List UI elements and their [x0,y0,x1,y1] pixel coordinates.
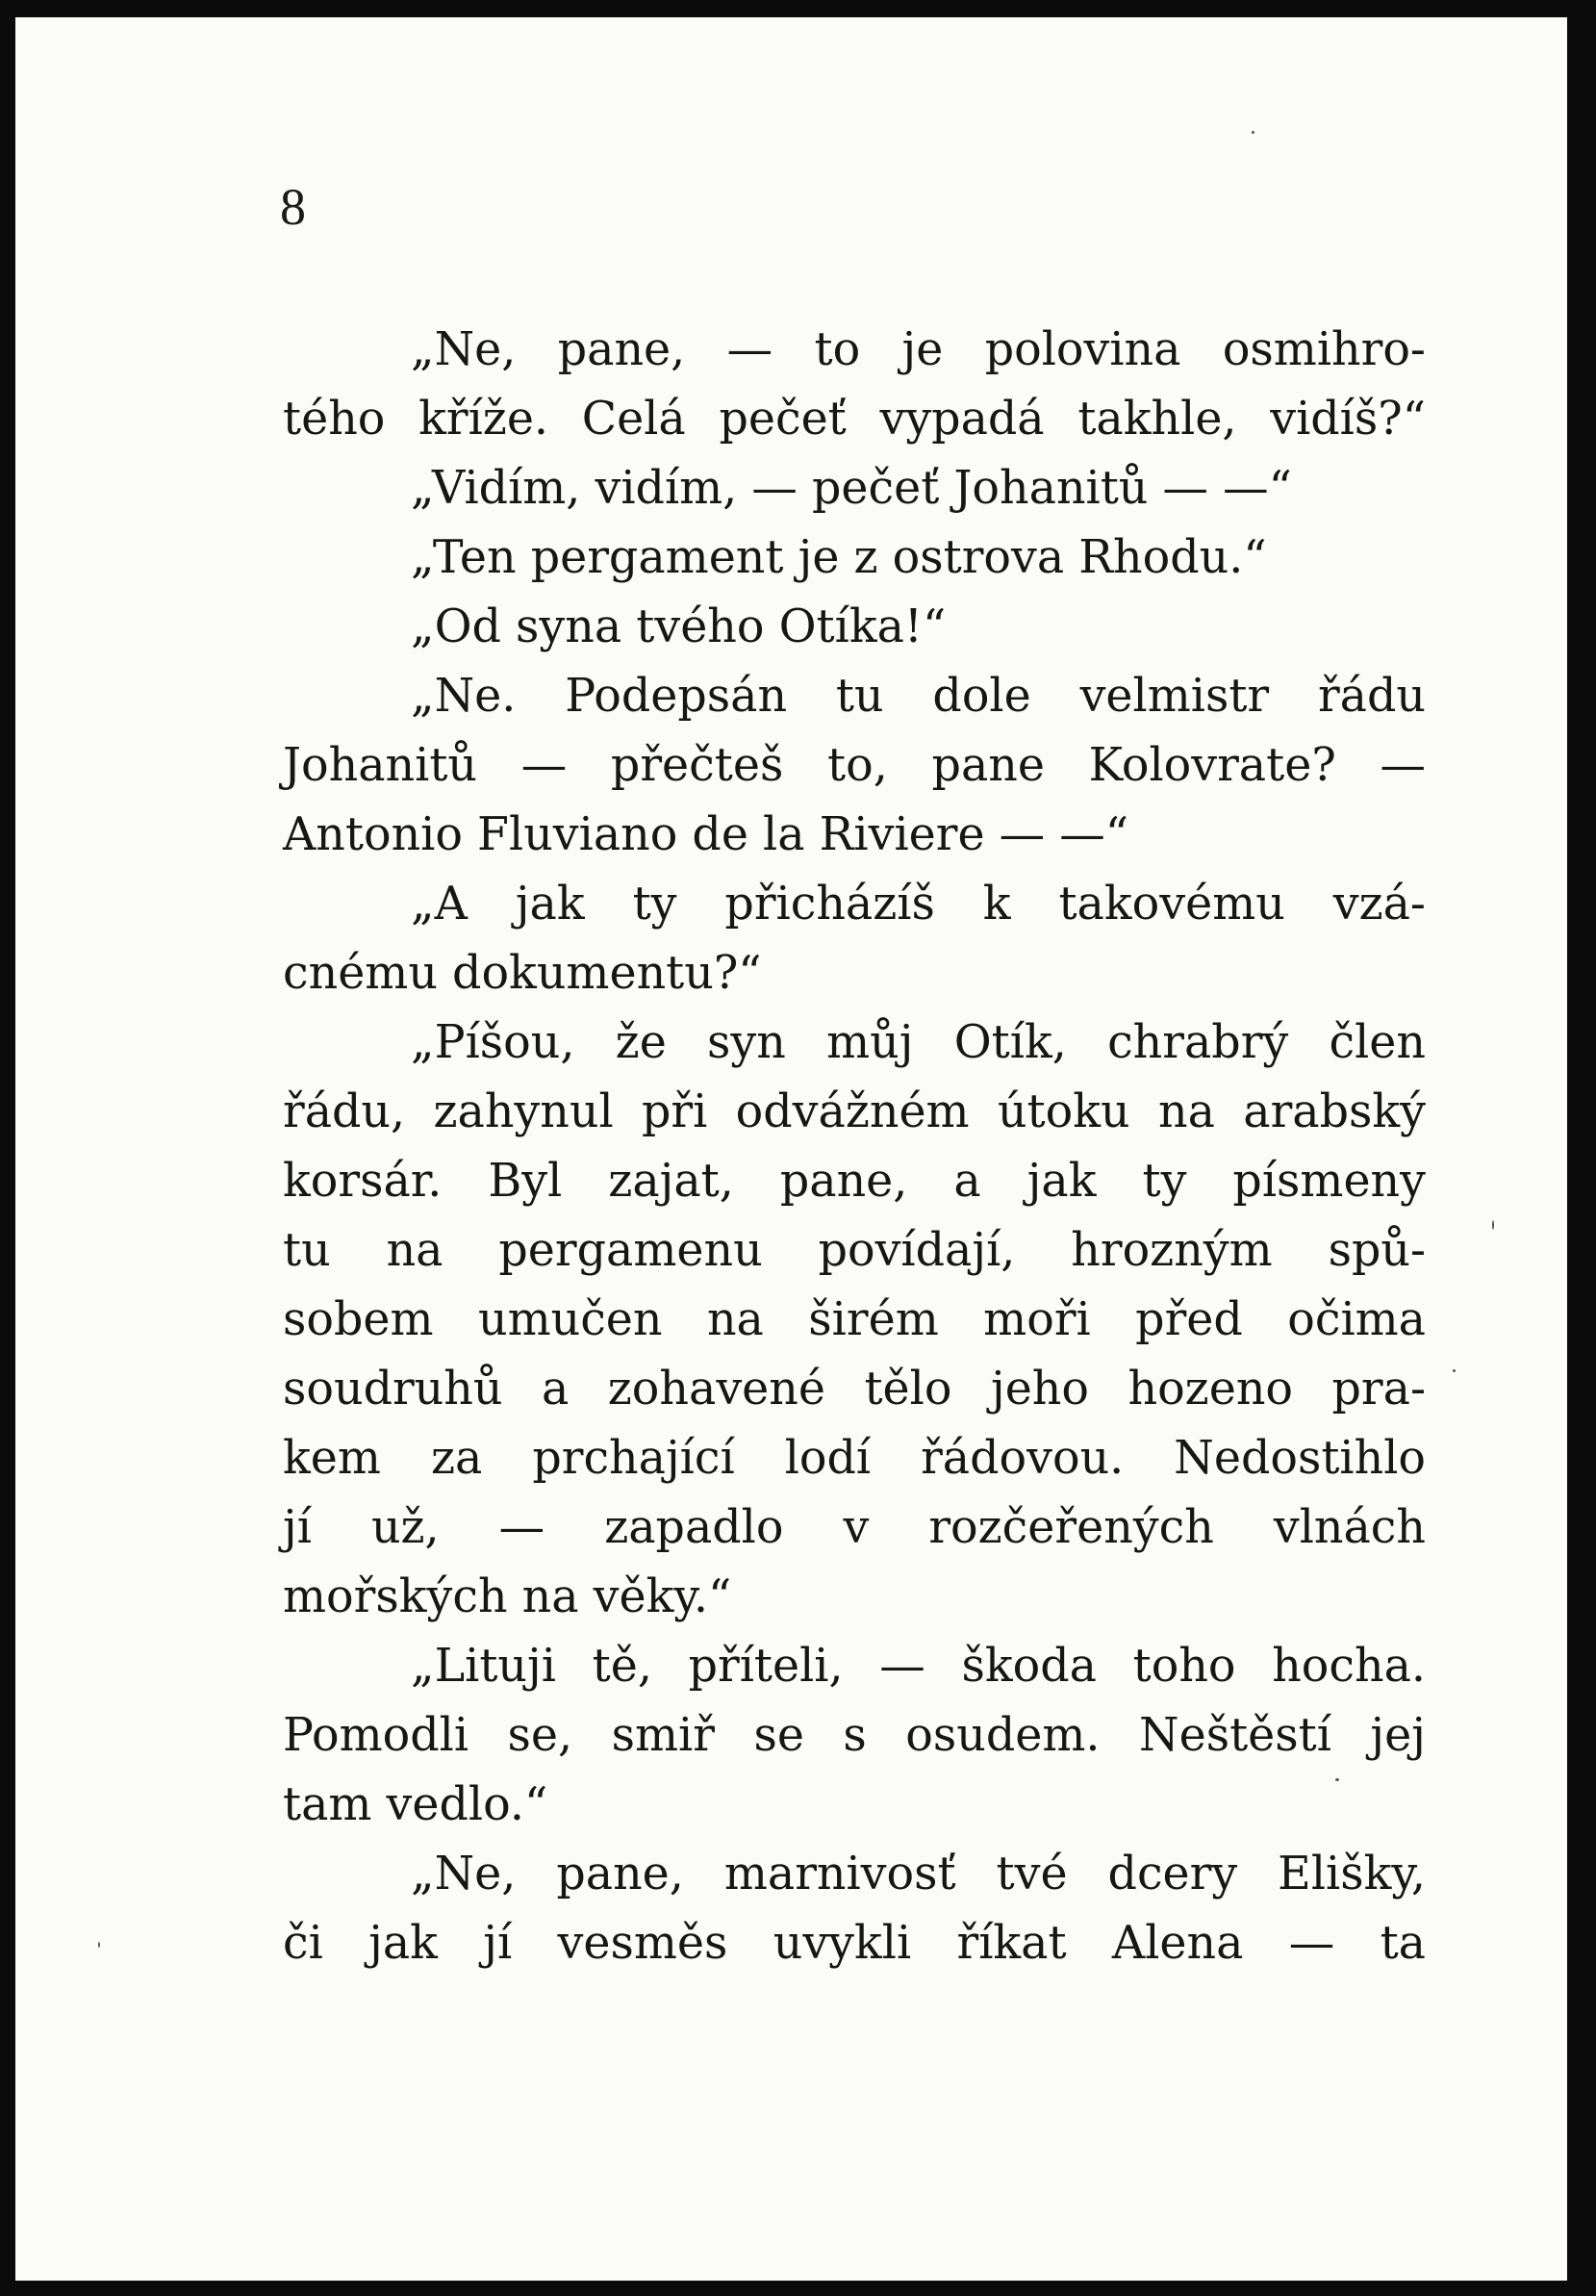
text-line: „A jak ty přicházíš k takovému vzá- [411,878,1426,931]
text-line: řádu, zahynul při odvážném útoku na arabský [283,1085,1426,1138]
text-line: „Od syna tvého Otíka!“ [411,600,947,653]
speck [1453,1369,1456,1372]
text-line: „Ne, pane, marnivosť tvé dcery Elišky, [411,1848,1426,1901]
speck [98,1942,100,1948]
text-line: soudruhů a zohavené tělo jeho hozeno pra- [283,1363,1426,1416]
text-line: cnému dokumentu?“ [283,947,762,1000]
text-line: či jak jí vesměs uvykli říkat Alena — ta [283,1917,1426,1970]
text-line: jí už, — zapadlo v rozčeřených vlnách [283,1501,1426,1554]
body-text [283,316,1426,1978]
book-page [15,17,1567,2281]
speck [1492,1220,1494,1230]
text-line: tam vedlo.“ [283,1778,548,1831]
text-line: kem za prchající lodí řádovou. Nedostihlo [283,1432,1426,1485]
text-line: „Ne, pane, — to je polovina osmihro- [411,323,1426,376]
speck [1252,131,1254,134]
text-line: „Píšou, že syn můj Otík, chrabrý člen [411,1016,1426,1069]
text-line: sobem umučen na širém moři před očima [283,1293,1426,1346]
text-line: Antonio Fluviano de la Riviere — —“ [283,808,1129,861]
text-line: mořských na věky.“ [283,1570,732,1623]
text-line: „Ne. Podepsán tu dole velmistr řádu [411,670,1426,723]
text-line: tu na pergamenu povídají, hrozným spů- [283,1224,1426,1277]
speck [1335,1778,1339,1781]
text-line: korsár. Byl zajat, pane, a jak ty písmeny [283,1155,1426,1208]
text-line: „Vidím, vidím, — pečeť Johanitů — —“ [411,462,1292,515]
text-line: „Lituji tě, příteli, — škoda toho hocha. [411,1640,1426,1693]
page-number: 8 [280,178,306,236]
text-line: Pomodli se, smiř se s osudem. Neštěstí jej [283,1709,1426,1762]
text-line: tého kříže. Celá pečeť vypadá takhle, vidíš?“ [283,393,1426,446]
text-line: „Ten pergament je z ostrova Rhodu.“ [411,531,1267,584]
text-line: Johanitů — přečteš to, pane Kolovrate? — [283,739,1426,792]
